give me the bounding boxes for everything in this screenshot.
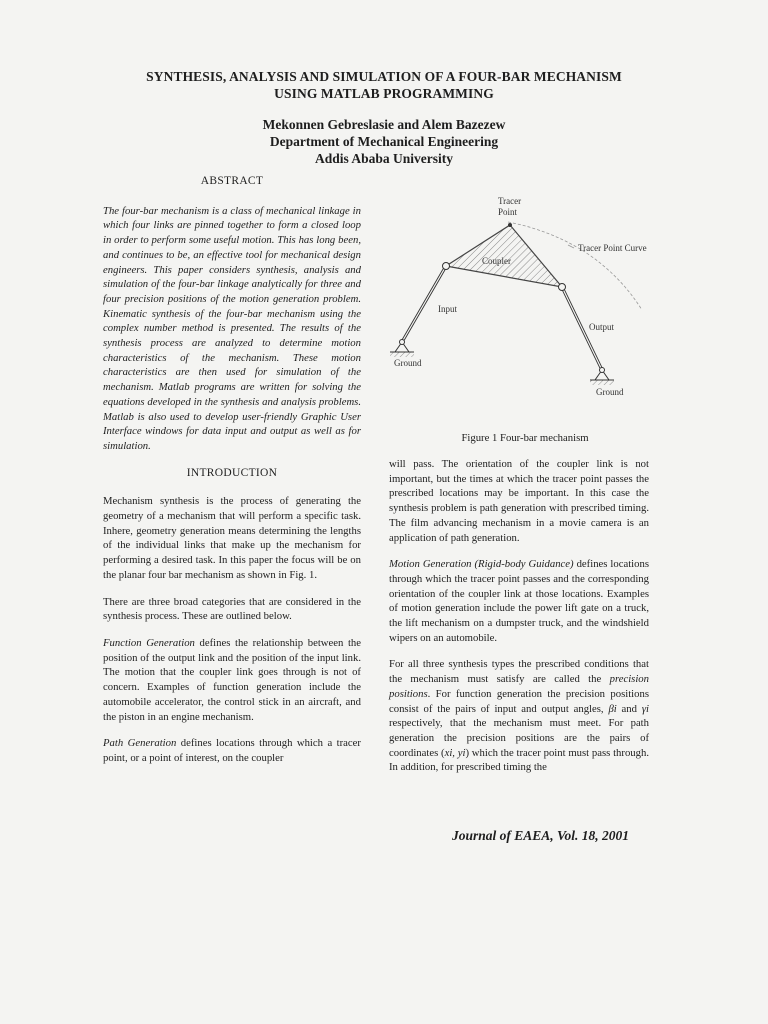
coordinate-symbols: xi, yi bbox=[444, 746, 466, 759]
author-block bbox=[60, 116, 708, 167]
intro-paragraph-3 bbox=[103, 636, 361, 724]
intro-paragraph-4 bbox=[103, 736, 361, 765]
motion-generation-term: Motion Generation (Rigid-body Guidance) bbox=[389, 558, 574, 571]
precision-text-b: . For function generation the precision positions consist of the pairs of input and output angles, bbox=[389, 687, 649, 715]
precision-positions-term: precision positions bbox=[389, 673, 649, 700]
abstract-text: The four-bar mechanism is a class of mechanical linkage in which four links are pinned together to form a closed loop in order to perform some useful motion. This has long been, and continues to be, an effective tool for mechanical design engineers. This paper considers synthesis, analysis and simulation of the four-bar linkage analytically for three and four precision positions of the motion generation problem. Kinematic synthesis of the four-bar mechanism using the complex number method is presented. The results of the synthesis process are analyzed to determine motion characteristics of the mechanism. These motion characteristics are then used for simulation of the mechanism. Matlab programs are written for solving the equations developed in the synthesis and analysis problems. Matlab is also used to develop user-friendly Graphic User Interface windows for data input and output as well as for simulation. bbox=[103, 204, 361, 452]
abstract-heading: ABSTRACT bbox=[200, 175, 264, 187]
intro-paragraph-2: There are three broad categories that are considered in the synthesis process. These are outlined below. bbox=[103, 595, 361, 623]
right-paragraph-3 bbox=[389, 657, 649, 775]
precision-text-a: For all three synthesis types the prescribed conditions that the mechanism must satisfy are called the bbox=[389, 658, 649, 686]
precision-text-d: ) which the tracer point must pass through. In addition, for prescribed timing the bbox=[389, 746, 649, 774]
function-generation-term: Function Generation bbox=[103, 636, 195, 649]
introduction-heading: INTRODUCTION bbox=[186, 466, 278, 479]
precision-text-and: and bbox=[616, 702, 642, 715]
title-line-2: USING MATLAB PROGRAMMING bbox=[274, 86, 494, 101]
ground-hatch-left bbox=[390, 352, 414, 357]
label-tracer-curve: Tracer Point Curve bbox=[578, 243, 647, 253]
label-input: Input bbox=[438, 304, 457, 314]
right-paragraph-1: will pass. The orientation of the coupler link is not important, but the times at which the tracer point passes the prescribed locations may be important. In this case the synthesis problem is path generation with prescribed timing. The film advancing mechanism in a movie camera is an application of path generation. bbox=[389, 458, 649, 544]
pin-joint bbox=[559, 284, 566, 291]
path-generation-text: defines locations through which a tracer point, or a point of interest, on the coupler bbox=[103, 737, 361, 764]
label-output: Output bbox=[589, 322, 615, 332]
pin-joint bbox=[508, 223, 512, 227]
department: Department of Mechanical Engineering bbox=[269, 134, 499, 149]
label-coupler: Coupler bbox=[482, 256, 511, 266]
figure-caption: Figure 1 Four-bar mechanism bbox=[461, 432, 589, 444]
precision-text-c: respectively, that the mechanism must meet. For path generation the precision positions are the pairs of coordinates ( bbox=[389, 717, 649, 759]
authors: Mekonnen Gebreslasie and Alem Bazezew bbox=[262, 117, 506, 132]
four-bar-diagram bbox=[380, 190, 670, 410]
function-generation-text: defines the relationship between the position of the output link and the position of the input link. The motion that the coupler link goes through is not of concern. Examples of function generation include the automobile accelerator, the control stick in an aircraft, and the piston in an engine mechanism. bbox=[103, 636, 362, 723]
right-column bbox=[389, 457, 649, 787]
path-generation-term: Path Generation bbox=[103, 737, 177, 750]
four-bar-figure bbox=[380, 190, 670, 410]
label-ground-right: Ground bbox=[596, 387, 624, 397]
label-ground-left: Ground bbox=[394, 358, 422, 368]
journal-footer: Journal of EAEA, Vol. 18, 2001 bbox=[452, 828, 630, 843]
title-line-1: SYNTHESIS, ANALYSIS AND SIMULATION OF A FOUR-BAR MECHANISM bbox=[146, 69, 622, 84]
ground-hatch-right bbox=[590, 380, 614, 385]
right-paragraph-2 bbox=[389, 557, 649, 645]
university: Addis Ababa University bbox=[314, 151, 454, 166]
paper-title bbox=[60, 68, 708, 102]
left-column bbox=[103, 175, 362, 778]
pin-joint bbox=[443, 263, 450, 270]
label-tracer-line2: Point bbox=[498, 207, 518, 217]
motion-generation-text: defines locations through which the tracer point passes and the corresponding orientation of the coupler link at those locations. Examples of motion generation include the power lift gate on a truck, the lift mechanism on a dumpster truck, and the windshield wipers on an automobile. bbox=[389, 558, 649, 644]
gamma-symbol: γi bbox=[641, 702, 650, 715]
label-tracer-line1: Tracer bbox=[498, 196, 522, 206]
beta-symbol: βi bbox=[608, 702, 617, 715]
intro-paragraph-1: Mechanism synthesis is the process of generating the geometry of a mechanism that will perform a specific task. Inhere, geometry generation means determining the lengths of the individual links that make up the mechanism for performing a desired task. In this paper the focus will be on the planar four bar mechanism as shown in Fig. 1. bbox=[103, 495, 361, 581]
